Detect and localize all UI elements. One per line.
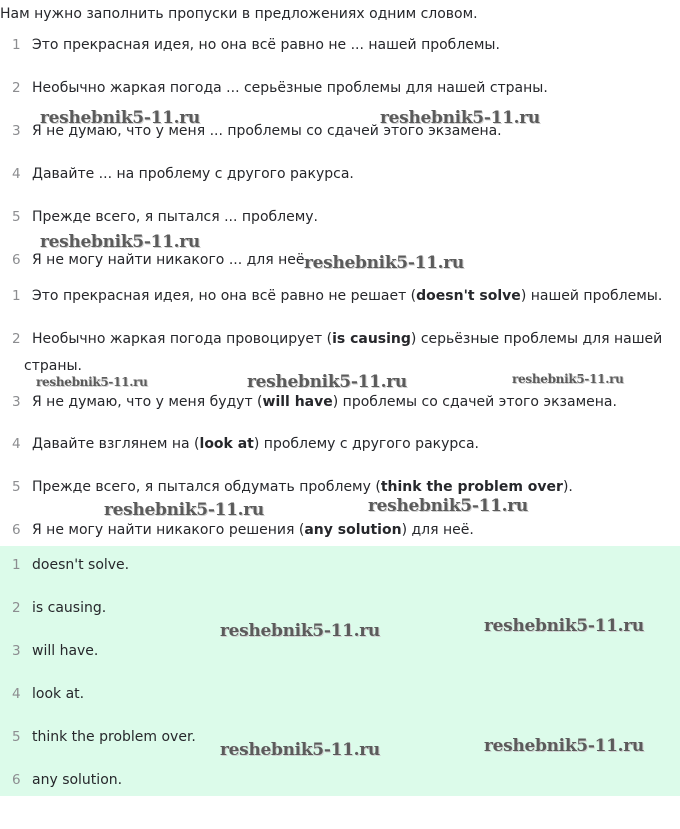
task-sentence: Прежде всего, я пытался ... проблему. bbox=[32, 209, 318, 225]
task-sentence: Давайте ... на проблему с другого ракурса. bbox=[32, 166, 354, 182]
task-number: 6 bbox=[12, 252, 21, 268]
task-number: 1 bbox=[12, 37, 21, 53]
answer-text: any solution. bbox=[32, 772, 123, 788]
watermark: reshebnik5-11.ru bbox=[40, 108, 200, 128]
solution-sentence: Необычно жаркая погода провоцирует (is causing) серьёзные проблемы для нашей bbox=[32, 331, 663, 347]
watermark: reshebnik5-11.ru bbox=[36, 375, 148, 389]
answer-number: 5 bbox=[12, 729, 21, 745]
answer-text: will have. bbox=[32, 643, 99, 659]
answer-text: think the problem over. bbox=[32, 729, 196, 745]
answer-number: 6 bbox=[12, 772, 21, 788]
task-sentence: Это прекрасная идея, но она всё равно не ... нашей проблемы. bbox=[32, 37, 500, 53]
watermark: reshebnik5-11.ru bbox=[484, 736, 644, 756]
task-number: 4 bbox=[12, 166, 21, 182]
answer-text: look at. bbox=[32, 686, 85, 702]
answer-highlight: doesn't solve bbox=[416, 288, 521, 304]
task-sentence: Я не могу найти никакого ... для неё. bbox=[32, 252, 309, 268]
watermark: reshebnik5-11.ru bbox=[40, 232, 200, 252]
watermark: reshebnik5-11.ru bbox=[304, 253, 464, 273]
answer-highlight: will have bbox=[262, 394, 333, 410]
solution-sentence: Давайте взглянем на (look at) проблему с другого ракурса. bbox=[32, 436, 479, 452]
answer-highlight: look at bbox=[199, 436, 254, 452]
solution-number: 1 bbox=[12, 288, 21, 304]
watermark: reshebnik5-11.ru bbox=[104, 500, 264, 520]
answer-text: doesn't solve. bbox=[32, 557, 130, 573]
watermark: reshebnik5-11.ru bbox=[220, 740, 380, 760]
task-number: 5 bbox=[12, 209, 21, 225]
solution-sentence: Я не могу найти никакого решения (any solution) для неё. bbox=[32, 522, 474, 538]
solution-number: 2 bbox=[12, 331, 21, 347]
intro-text: Нам нужно заполнить пропуски в предложениях одним словом. bbox=[0, 6, 478, 22]
task-sentence: Необычно жаркая погода ... серьёзные проблемы для нашей страны. bbox=[32, 80, 548, 96]
answer-number: 1 bbox=[12, 557, 21, 573]
solution-number: 3 bbox=[12, 394, 21, 410]
solution-sentence-continuation: страны. bbox=[24, 358, 82, 374]
watermark: reshebnik5-11.ru bbox=[368, 496, 528, 516]
answer-text: is causing. bbox=[32, 600, 107, 616]
watermark: reshebnik5-11.ru bbox=[247, 372, 407, 392]
answer-number: 4 bbox=[12, 686, 21, 702]
answer-highlight: is causing bbox=[332, 331, 411, 347]
solution-sentence: Это прекрасная идея, но она всё равно не решает (doesn't solve) нашей проблемы. bbox=[32, 288, 663, 304]
answer-highlight: any solution bbox=[304, 522, 402, 538]
answer-number: 3 bbox=[12, 643, 21, 659]
task-number: 3 bbox=[12, 123, 21, 139]
solution-number: 4 bbox=[12, 436, 21, 452]
task-sentence: Я не думаю, что у меня ... проблемы со сдачей этого экзамена. bbox=[32, 123, 502, 139]
answer-highlight: think the problem over bbox=[380, 479, 563, 495]
solution-sentence: Прежде всего, я пытался обдумать проблему (think the problem over). bbox=[32, 479, 573, 495]
solution-number: 6 bbox=[12, 522, 21, 538]
watermark: reshebnik5-11.ru bbox=[380, 108, 540, 128]
task-number: 2 bbox=[12, 80, 21, 96]
watermark: reshebnik5-11.ru bbox=[512, 372, 624, 386]
solution-number: 5 bbox=[12, 479, 21, 495]
answer-number: 2 bbox=[12, 600, 21, 616]
watermark: reshebnik5-11.ru bbox=[220, 621, 380, 641]
watermark: reshebnik5-11.ru bbox=[484, 616, 644, 636]
solution-sentence: Я не думаю, что у меня будут (will have) проблемы со сдачей этого экзамена. bbox=[32, 394, 617, 410]
